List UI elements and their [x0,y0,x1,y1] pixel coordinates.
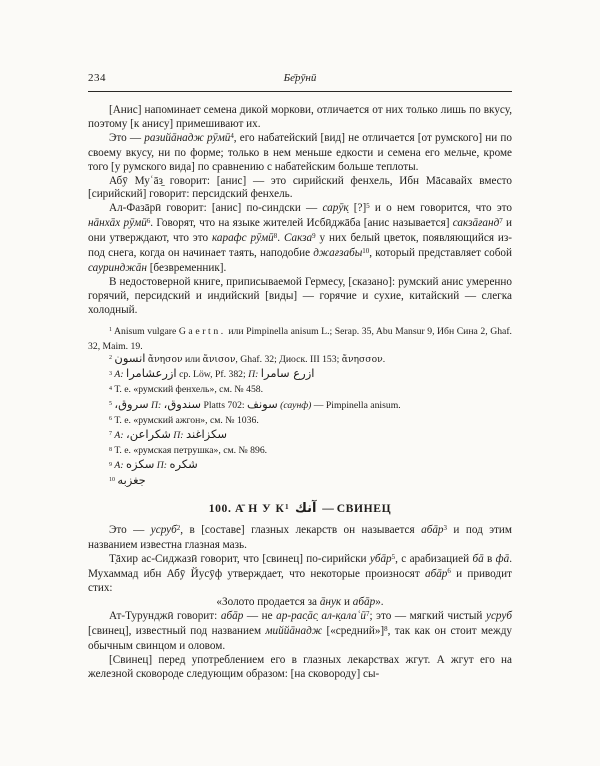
paragraph: Абӯ Муʿāз̱ говорит: [анис] — это сирийский фенхель, Ибн Мāсавайх вместо [сирийский] говорит: персидский фенхель. [88,174,512,201]
footnote: $^3$ А: ازرعشامرا ср. Löw, Pf. 382; П: ازرع سامرا [109,366,315,381]
running-header [88,72,512,92]
footnote: $^6$ Т. е. «румский ажгон», см. № 1036. [109,414,259,426]
footnote: $^2$ انسون ἄνησον или ἄνισον, Ghaf. 32; Диоск. III 153; ἄνησσον. [109,351,386,365]
paragraph: [Анис] напоминает семена дикой моркови, отличается от них только лишь по вкусу, поэтому [к анису] примешивают их. [88,104,512,130]
article-anuk [88,524,512,682]
paragraph: [Свинец] перед употреблением его в глазных лекарствах жгут. А жгут его на железной сковороде следующим образом: [на сковороду] сы- [88,653,512,680]
paragraph: Это — усруб$^2$, в [составе] глазных лекарств он называется абāр$^3$ и под этим названием известна глазная мазь. [88,523,512,551]
article-anis [88,104,512,318]
paragraph: Ал-Фазāрӣ говорит: [анис] по-синдски — сарӯк̣ [?]$^5$ и о нем говорится, что это нāнхāх рӯмӣ$^6$. Говорят, что на языке жителей Исбӣджāба [анис называется] сакзāғанд$^7$ и они утверждают, что это карафс рӯмӣ$^8$. Сакза$^9$ у них белый цветок, появляющийся из-под снега, когда он начинает таять, наподобие джағзабы$^{10}$, который представляет собой сауринджāн [безвременник]. [88,202,513,274]
page-number: 234 [88,72,106,84]
footnote: $^1$ Anisum vulgare Gaertn. или Pimpinella anisum L.; Serap. 35, Abu Mansur 9, Ибн Сина 2, Ghaf. 32, Maim. 19. [88,325,512,352]
footnote: $^{10}$ جغزبه [109,472,146,487]
footnote: $^9$ А: سكزه П: شكره [109,457,198,472]
paragraph: Т̣āхир ас-Сиджазӣ говорит, что [свинец] по-сирийски убāр$^5$, с арабизацией бā в фā. Мухаммад ибн Абӯ Йусӯф утверждает, что некоторые произносят абāр$^6$ и приводит стих: [88,552,512,595]
paragraph: В недостоверной книге, приписываемой Гермесу, [сказано]: румский анис умеренно горячий, персидский и индийский [виды] — горячие и сухие, китайский — слегка холодный. [88,275,512,316]
running-title: Бе̄рӯнӣ [283,72,317,84]
footnote: $^8$ Т. е. «румская петрушка», см. № 896. [109,445,268,457]
paragraph: Это — разийāнадж рӯмӣ$^4$, его набатейский [вид] не отличается [от румского] ни по своему вкусу, ни по форме; только в нем меньше едкости и семена его мельче, кроме того [у румского вида] по сравнению с набатейским больше теплоты. [88,131,512,173]
footnotes-block [88,325,512,490]
footnote: $^4$ Т. е. «румский фенхель», см. № 458. [109,384,264,396]
footnote: $^7$ А: شكراعن، П: سكزاغند [109,427,227,442]
verse-quote: «Золото продается за āнук и абāр». [216,596,384,609]
page-content [88,72,512,682]
section-heading: 100. А̄ Н У $К^1$ آنك — СВИНЕЦ [208,500,392,516]
paragraph: Ат-Турунджӣ говорит: абāр — не ар-рас̣āс̣ ал-к̣алаʿӣ$^7$; это — мягкий чистый усруб [свинец], известный под названием миййāнадж [«средний»]$^8$, так как он стоит между обычным свинцом и оловом. [88,610,513,653]
footnote: $^5$ سروق، П: سندوق، Platts 702: سونف (саунф) — Pimpinella anisum. [109,396,401,411]
